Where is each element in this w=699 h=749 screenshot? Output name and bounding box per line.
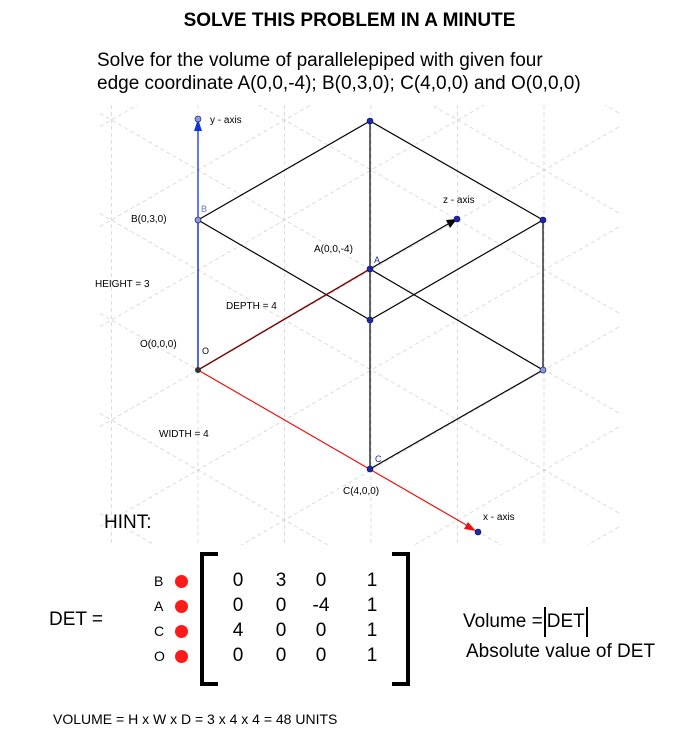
height-label: HEIGHT = 3 [95, 279, 150, 290]
volume-formula-prefix: Volume = [463, 611, 543, 633]
grid-line [100, 0, 620, 127]
vertex-top [367, 118, 373, 124]
matrix-cell: 1 [366, 620, 378, 641]
matrix-row-label: B [154, 573, 164, 589]
absolute-bar-left [544, 607, 546, 637]
x-axis-end-point [475, 529, 481, 535]
absolute-bar-right [586, 607, 588, 637]
point-c-coordinate: C(4,0,0) [343, 486, 380, 497]
z-axis-end-point [454, 216, 460, 222]
matrix-cell: 1 [366, 595, 378, 616]
y-axis-label: y - axis [210, 115, 242, 126]
row-marker-dot [175, 625, 188, 638]
edge-right-c [370, 370, 543, 469]
matrix-cell: 4 [232, 620, 244, 641]
matrix-right-bracket [392, 552, 410, 686]
matrix-cell: 1 [366, 645, 378, 666]
matrix-row-label: A [154, 598, 164, 614]
grid-line [100, 413, 620, 713]
grid-line [100, 13, 620, 313]
vertex-right-top [540, 217, 546, 223]
point-b-coordinate: B(0,3,0) [131, 214, 167, 225]
z-axis-label: z - axis [443, 195, 475, 206]
x-axis-label: x - axis [483, 512, 515, 523]
point-a-coordinate: A(0,0,-4) [314, 244, 353, 255]
matrix-cell: 3 [275, 570, 287, 591]
grid-line [100, 0, 620, 214]
grid-line [100, 0, 620, 27]
x-axis-line [198, 370, 468, 526]
matrix-left-bracket [200, 552, 218, 686]
vertex-b [195, 217, 201, 223]
vertex-c [367, 466, 373, 472]
volume-formula-det: DET [546, 611, 585, 633]
point-a-tag: A [374, 255, 381, 265]
problem-line-2: edge coordinate A(0,0,-4); B(0,3,0); C(4,0,0) and O(0,0,0) [97, 73, 581, 94]
volume-note: Absolute value of DET [466, 641, 656, 662]
row-marker-dot [175, 575, 188, 588]
matrix-cell: -4 [312, 595, 330, 616]
matrix-cell: 0 [275, 595, 287, 616]
volume-formula [463, 607, 589, 637]
final-answer: VOLUME = H x W x D = 3 x 4 x 4 = 48 UNITS [53, 711, 338, 727]
hint-label: HINT: [104, 512, 152, 533]
vertex-o [195, 367, 201, 373]
grid-line [100, 213, 620, 513]
matrix-cell: 0 [315, 645, 327, 666]
point-o-tag: O [202, 346, 210, 356]
depth-edge-line [198, 269, 370, 370]
det-label: DET = [49, 609, 104, 630]
page-title: SOLVE THIS PROBLEM IN A MINUTE [183, 10, 516, 31]
matrix-cell: 0 [232, 595, 244, 616]
matrix-cell: 0 [232, 570, 244, 591]
matrix-cell: 1 [366, 570, 378, 591]
vertex-back [367, 317, 373, 323]
point-o-coordinate: O(0,0,0) [140, 339, 177, 350]
x-axis-arrow [464, 522, 476, 531]
matrix-row-label: O [154, 648, 165, 664]
grid-line [100, 726, 620, 749]
edge-b-top [198, 121, 370, 220]
grid-line [100, 26, 620, 326]
row-marker-dot [175, 650, 188, 663]
vertex-a [367, 266, 373, 272]
point-b-tag: B [201, 204, 208, 214]
vertex-right-bottom [540, 367, 546, 373]
edge-a-right [370, 269, 543, 370]
grid-line [100, 0, 620, 14]
grid-line [100, 226, 620, 526]
edge-b-back [198, 220, 370, 320]
row-marker-dot [175, 600, 188, 613]
matrix-cell: 0 [232, 645, 244, 666]
matrix-cell: 0 [315, 620, 327, 641]
matrix-row-label: C [154, 623, 165, 639]
grid-line [100, 0, 620, 227]
problem-line-1: Solve for the volume of parallelepiped with given four [97, 50, 543, 71]
y-axis-end-point [195, 116, 201, 122]
grid-line [100, 126, 620, 426]
width-label: WIDTH = 4 [159, 429, 209, 440]
point-c-tag: C [375, 454, 382, 464]
grid-line [100, 0, 620, 114]
edge-back-right [370, 220, 543, 320]
parallelepiped-edges [198, 121, 543, 469]
matrix-cell: 0 [275, 620, 287, 641]
z-axis-line [370, 224, 448, 269]
depth-label: DEPTH = 4 [226, 301, 277, 312]
matrix-cell: 0 [315, 570, 327, 591]
matrix-cell: 0 [275, 645, 287, 666]
